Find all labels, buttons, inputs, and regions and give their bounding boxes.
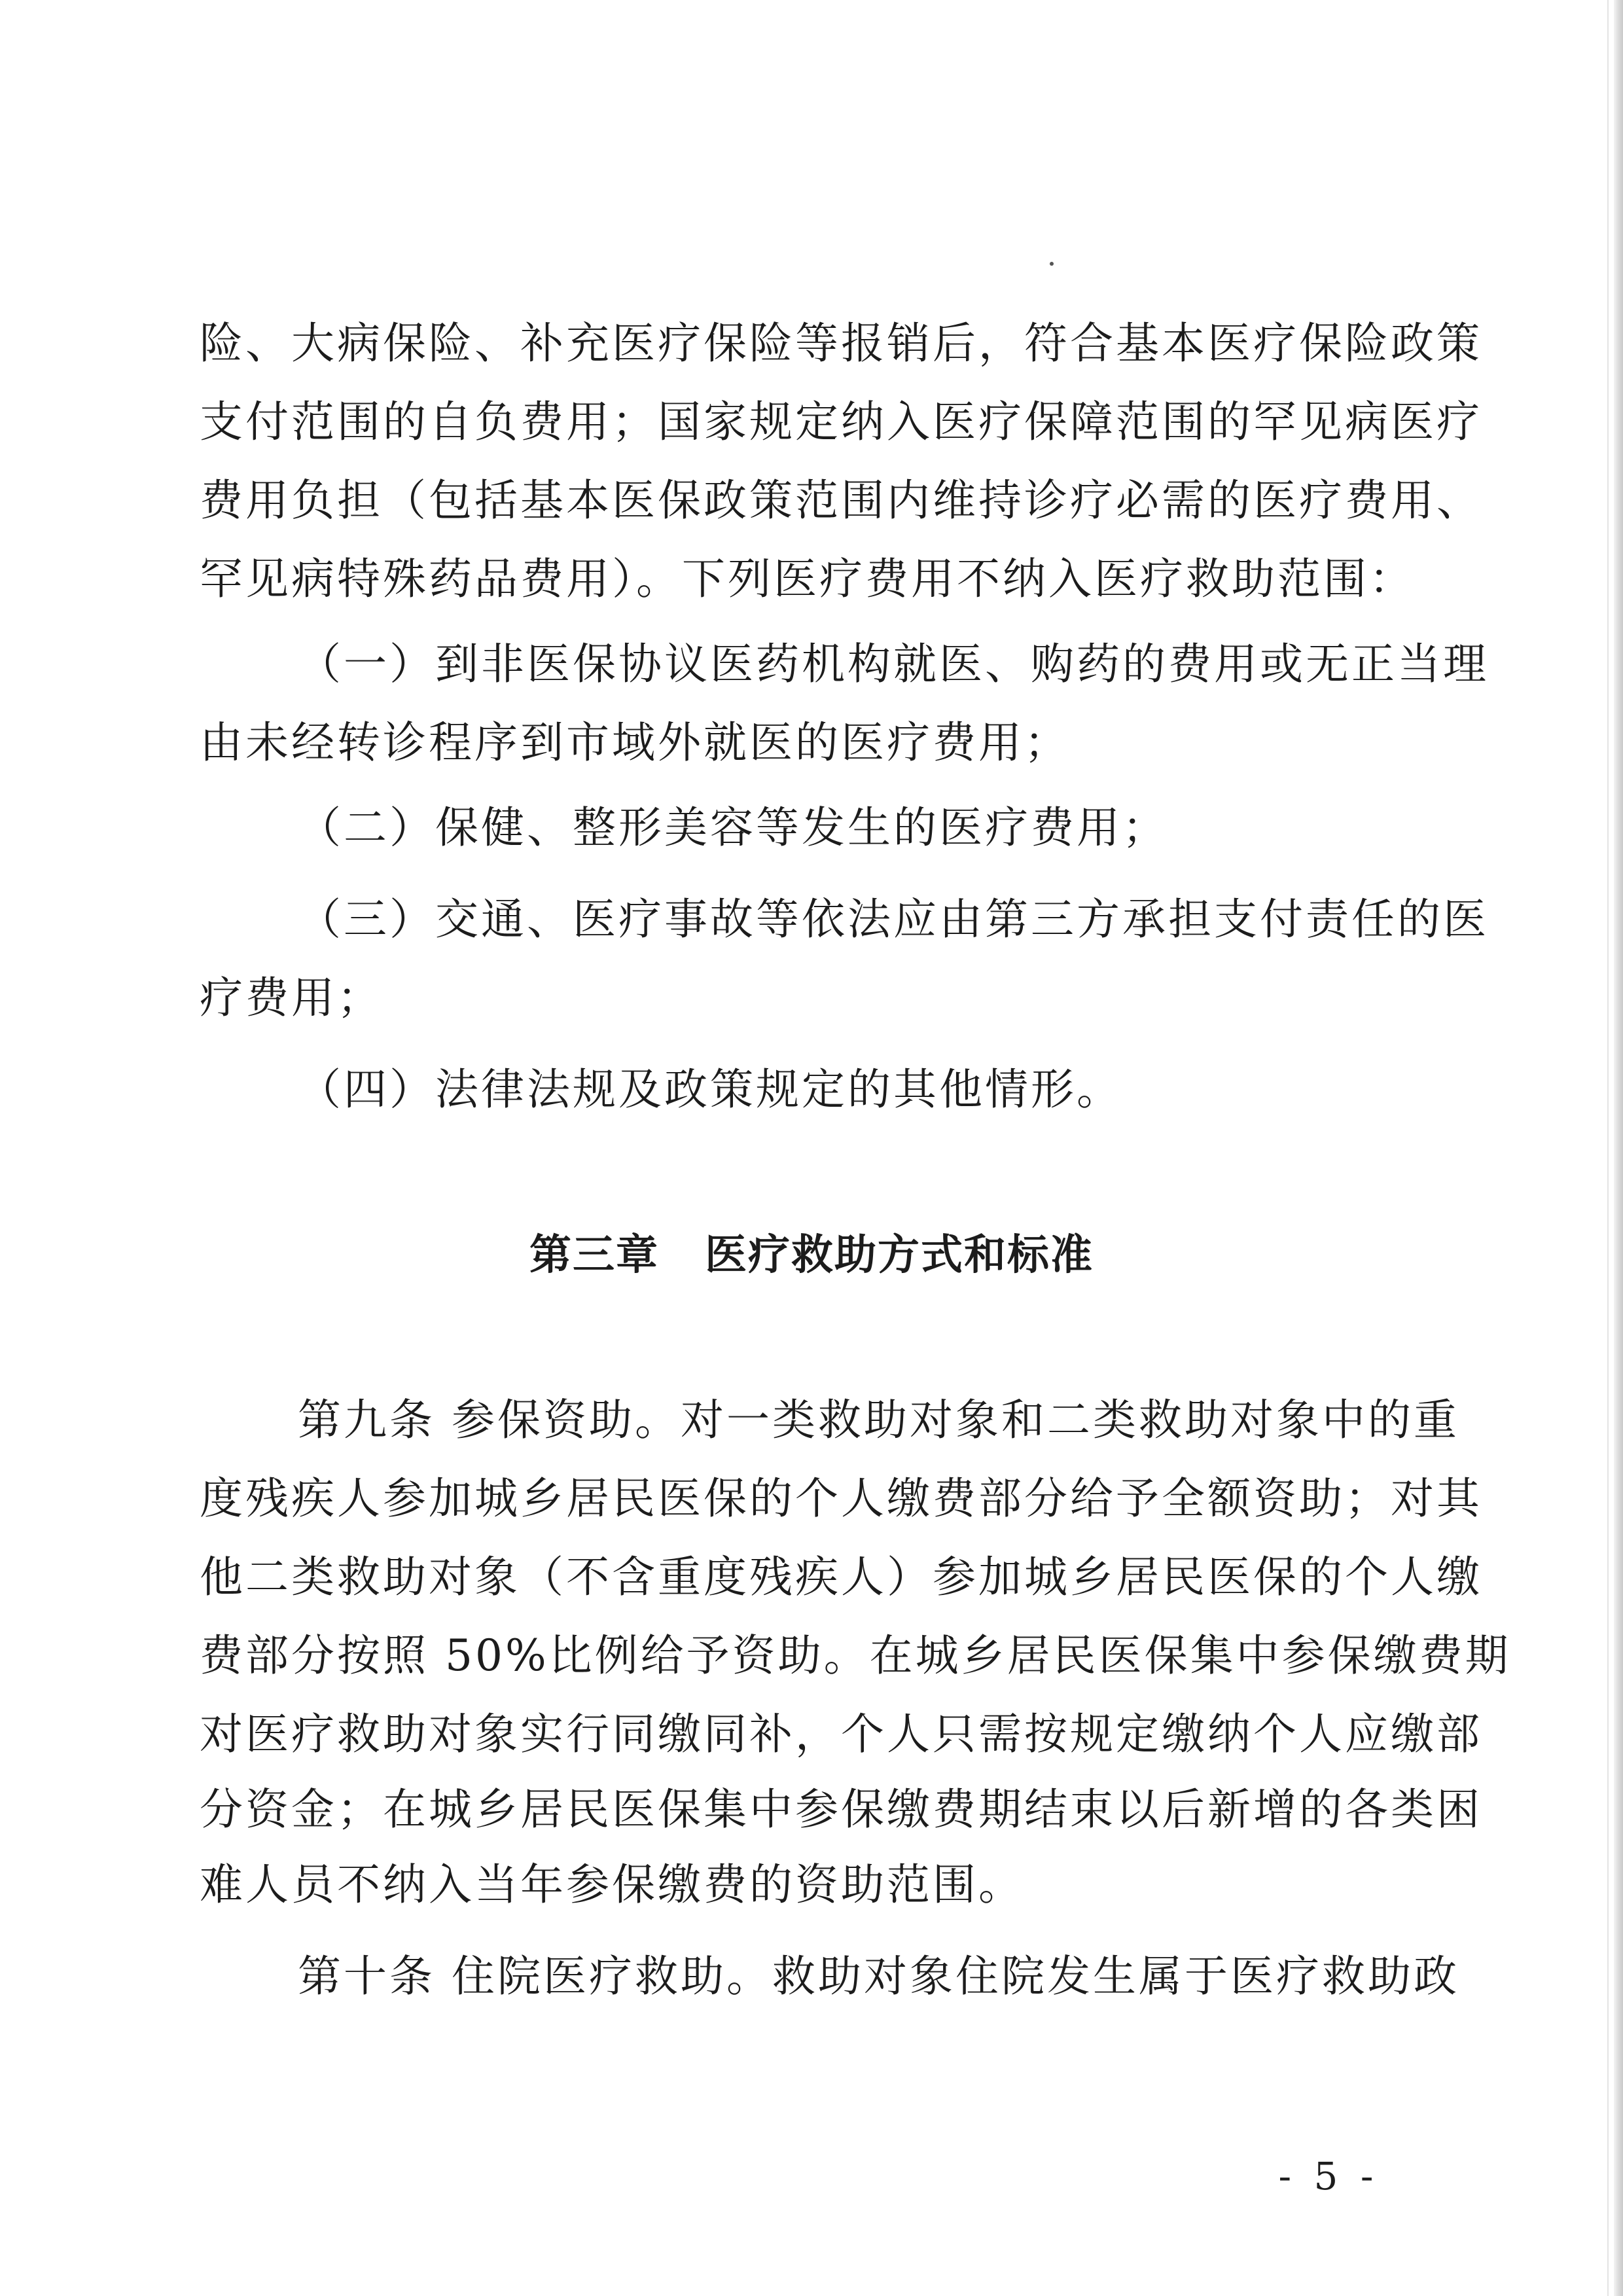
scan-edge-shadow: [1614, 0, 1623, 2296]
article-9-line-3: 他二类救助对象（不含重度残疾人）参加城乡居民医保的个人缴: [200, 1552, 1482, 1602]
article-9-line-7: 难人员不纳入当年参保缴费的资助范围。: [200, 1859, 1024, 1910]
item-3-line-2: 疗费用；: [200, 973, 383, 1023]
article-9-line-4: 费部分按照 50%比例给予资助。在城乡居民医保集中参保缴费期: [200, 1630, 1511, 1681]
article-9-line-5: 对医疗救助对象实行同缴同补，个人只需按规定缴纳个人应缴部: [200, 1709, 1482, 1759]
paragraph-1-line-3: 费用负担（包括基本医保政策范围内维持诊疗必需的医疗费用、: [200, 475, 1482, 526]
article-9-line-6: 分资金；在城乡居民医保集中参保缴费期结束以后新增的各类困: [200, 1784, 1482, 1835]
chapter-heading: [0, 1216, 1623, 1295]
paragraph-1-line-2: 支付范围的自负费用；国家规定纳入医疗保障范围的罕见病医疗: [200, 397, 1482, 447]
scan-edge-line: [1607, 0, 1609, 2296]
item-1-line-2: 由未经转诊程序到市域外就医的医疗费用；: [200, 717, 1070, 768]
item-4-line-1: （四）法律法规及政策规定的其他情形。: [298, 1064, 1122, 1115]
scan-speck: [1050, 262, 1054, 266]
chapter-number: 第三章: [529, 1231, 659, 1280]
chapter-title: 医疗救助方式和标准: [705, 1231, 1094, 1280]
item-1-line-1: （一）到非医保协议医药机构就医、购药的费用或无正当理: [298, 639, 1489, 689]
article-10-line-1: 第十条 住院医疗救助。救助对象住院发生属于医疗救助政: [298, 1951, 1459, 2001]
article-9-line-2: 度残疾人参加城乡居民医保的个人缴费部分给予全额资助；对其: [200, 1473, 1482, 1524]
article-9-line-1: 第九条 参保资助。对一类救助对象和二类救助对象中的重: [298, 1395, 1459, 1445]
page-number: - 5 -: [1278, 2154, 1379, 2198]
paragraph-1-line-4: 罕见病特殊药品费用）。下列医疗费用不纳入医疗救助范围：: [200, 554, 1415, 604]
paragraph-1-line-1: 险、大病保险、补充医疗保险等报销后，符合基本医疗保险政策: [200, 318, 1482, 368]
item-3-line-1: （三）交通、医疗事故等依法应由第三方承担支付责任的医: [298, 894, 1489, 944]
item-2-line-1: （二）保健、整形美容等发生的医疗费用；: [298, 802, 1168, 853]
